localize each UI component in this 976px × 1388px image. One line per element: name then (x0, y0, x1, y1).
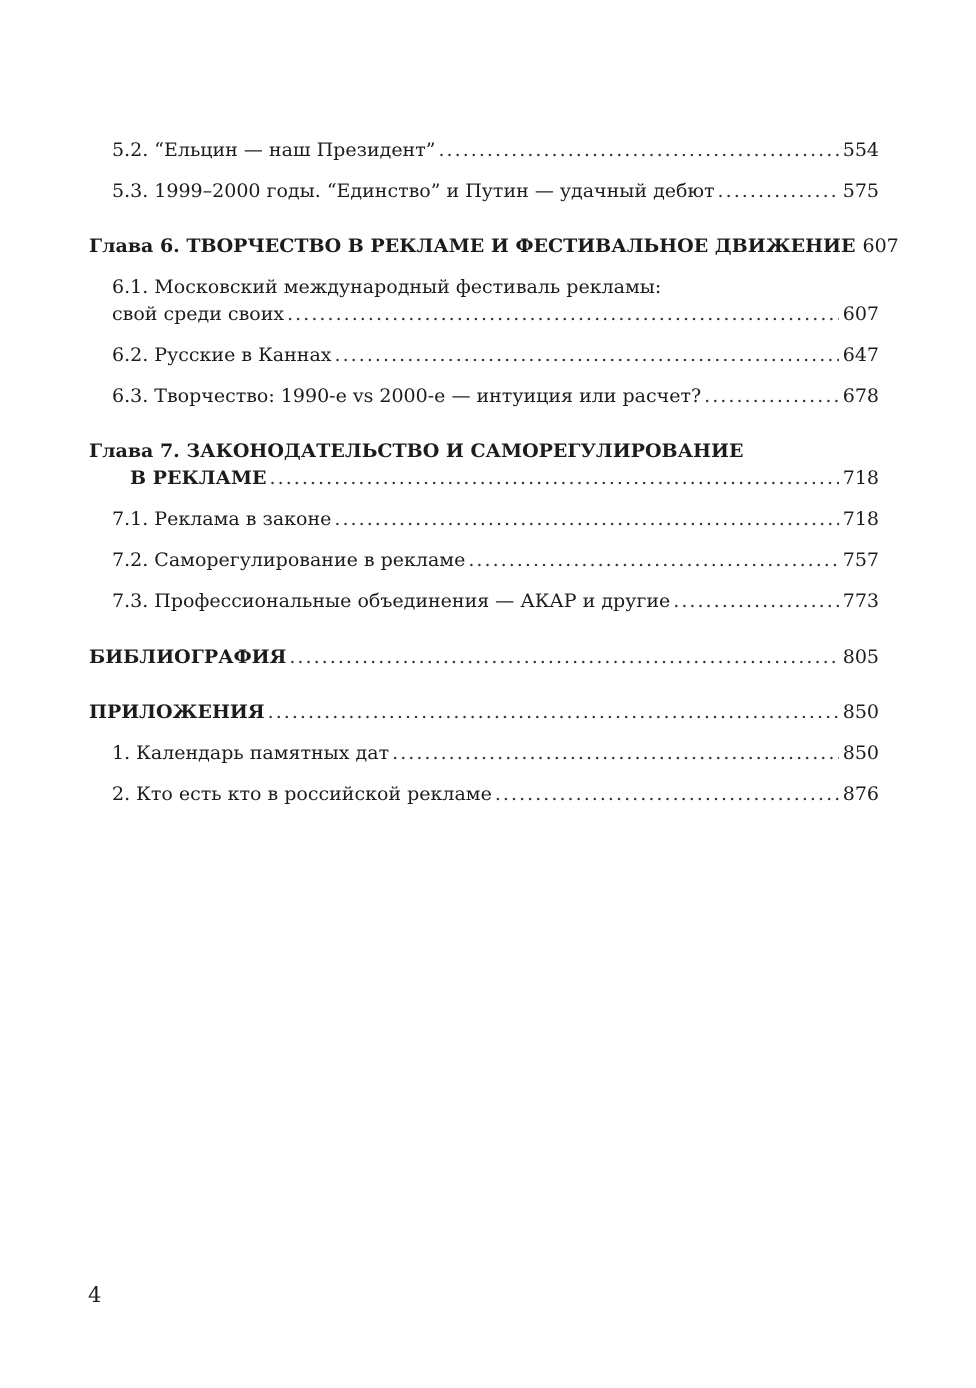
toc-page-number: 607 (862, 235, 899, 257)
toc-entry-5-3 (112, 178, 879, 205)
toc-entry-title: 5.2. “Ельцин — наш Президент” (112, 139, 436, 161)
toc-entry-7-1 (112, 506, 879, 533)
dot-leader (270, 465, 839, 492)
toc-page-number: 647 (842, 344, 879, 366)
toc-entry-title-line2: свой среди своих (112, 303, 285, 325)
toc-chapter-title: Глава 6. ТВОРЧЕСТВО В РЕКЛАМЕ И ФЕСТИВАЛЬНОЕ ДВИЖЕНИЕ (89, 235, 856, 257)
dot-leader (704, 383, 839, 410)
toc-entry-title: 7.2. Саморегулирование в рекламе (112, 549, 466, 571)
toc-appendices (89, 699, 879, 726)
dot-leader (392, 740, 839, 767)
dot-leader (718, 178, 839, 205)
toc-entry-6-3 (112, 383, 879, 410)
toc-page-number: 575 (842, 180, 879, 202)
toc-entry-5-2 (112, 137, 879, 164)
toc-entry-title: 6.3. Творчество: 1990-е vs 2000-е — интуиция или расчет? (112, 385, 702, 407)
toc-chapter-title: БИБЛИОГРАФИЯ (89, 646, 287, 668)
dot-leader (673, 588, 839, 615)
toc-entry-title: 1. Календарь памятных дат (112, 742, 390, 764)
toc-page-number: 850 (842, 742, 879, 764)
toc-entry-title-line1: 6.1. Московский международный фестиваль рекламы: (112, 276, 662, 298)
toc-appendix-1 (112, 740, 879, 767)
toc-chapter-title: ПРИЛОЖЕНИЯ (89, 701, 265, 723)
dot-leader (468, 547, 838, 574)
dot-leader (268, 699, 839, 726)
toc-page-number: 554 (842, 139, 879, 161)
toc-appendix-2 (112, 781, 879, 808)
toc-page-number: 805 (842, 646, 879, 668)
toc-page-number: 678 (842, 385, 879, 407)
page-number-footer: 4 (88, 1283, 102, 1307)
toc-entry-6-2 (112, 342, 879, 369)
toc-entry-6-1 (112, 274, 879, 328)
dot-leader (495, 781, 839, 808)
toc-page-number: 876 (842, 783, 879, 805)
dot-leader (289, 644, 838, 671)
dot-leader (438, 137, 838, 164)
toc-chapter-7 (89, 438, 879, 492)
toc-page-number: 773 (842, 590, 879, 612)
toc-chapter-6 (89, 233, 899, 260)
dot-leader (335, 342, 839, 369)
dot-leader (287, 301, 839, 328)
toc-page-number: 850 (842, 701, 879, 723)
toc-chapter-title-line2: В РЕКЛАМЕ (130, 467, 267, 489)
dot-leader (334, 506, 838, 533)
toc-page-number: 607 (842, 303, 879, 325)
toc-page-number: 718 (842, 508, 879, 530)
toc-page-number: 718 (842, 467, 879, 489)
toc-entry-title: 2. Кто есть кто в российской рекламе (112, 783, 492, 805)
toc-page-number: 757 (842, 549, 879, 571)
toc-entry-7-2 (112, 547, 879, 574)
toc-chapter-title-line1: Глава 7. ЗАКОНОДАТЕЛЬСТВО И САМОРЕГУЛИРОВАНИЕ (89, 440, 744, 462)
toc-bibliography (89, 644, 879, 671)
toc-entry-title: 6.2. Русские в Каннах (112, 344, 332, 366)
toc-entry-7-3 (112, 588, 879, 615)
toc-entry-title: 7.1. Реклама в законе (112, 508, 332, 530)
toc-entry-title: 7.3. Профессиональные объединения — АКАР и другие (112, 590, 671, 612)
toc-entry-title: 5.3. 1999–2000 годы. “Единство” и Путин — удачный дебют (112, 180, 715, 202)
